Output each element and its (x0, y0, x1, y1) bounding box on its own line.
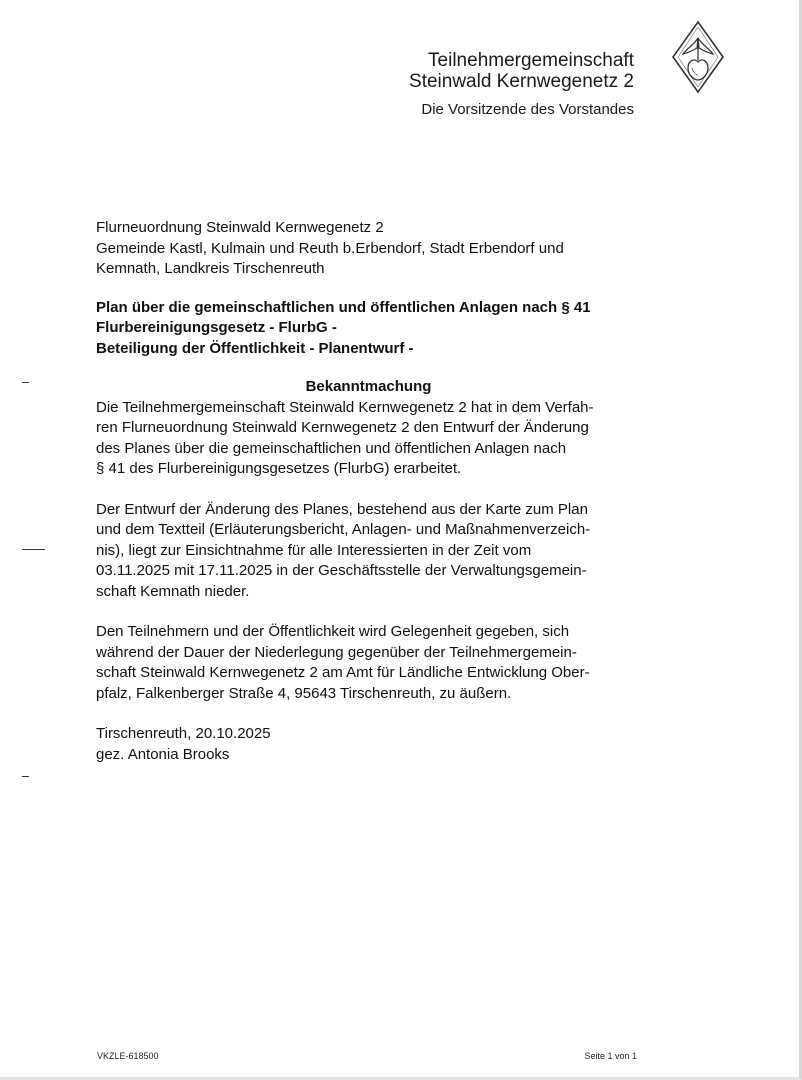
org-name-line2: Steinwald Kernwegenetz 2 (409, 71, 634, 92)
paragraph-line: Den Teilnehmern und der Öffentlichkeit wird Gelegenheit gegeben, sich (96, 623, 570, 640)
paragraph-2 (96, 500, 641, 603)
emblem-icon (671, 20, 725, 94)
paragraph-line: § 41 des Flurbereinigungsgesetzes (FlurbG) erarbeitet. (96, 460, 462, 477)
subject-block (96, 298, 641, 360)
subject-line: Beteiligung der Öffentlichkeit - Planentwurf - (96, 339, 414, 357)
paragraph-3 (96, 622, 641, 704)
fold-mark (22, 382, 29, 383)
subject-line: Plan über die gemeinschaftlichen und öffentlichen Anlagen nach § 41 (96, 298, 591, 316)
paragraph-line: während der Dauer der Niederlegung gegenüber der Teilnehmergemein- (96, 643, 577, 661)
reference-line: Gemeinde Kastl, Kulmain und Reuth b.Erbendorf, Stadt Erbendorf und (96, 239, 564, 257)
page-number: Seite 1 von 1 (584, 1051, 637, 1061)
org-subtitle: Die Vorsitzende des Vorstandes (421, 101, 634, 118)
letterhead (409, 50, 634, 118)
paragraph-line: des Planes über die gemeinschaftlichen und öffentlichen Anlagen nach (96, 439, 567, 457)
document-heading: Bekanntmachung (305, 378, 432, 395)
subject-line: Flurbereinigungsgesetz - FlurbG - (96, 319, 337, 336)
reference-line: Flurneuordnung Steinwald Kernwegenetz 2 (96, 219, 384, 236)
reference-line: Kemnath, Landkreis Tirschenreuth (96, 260, 325, 277)
signature: gez. Antonia Brooks (96, 745, 230, 763)
paragraph-line: schaft Steinwald Kernwegenetz 2 am Amt für Ländliche Entwicklung Ober- (96, 664, 590, 681)
paragraph-line: ren Flurneuordnung Steinwald Kernwegenetz 2 den Entwurf der Änderung (96, 419, 589, 436)
document-id: VKZLE-618500 (97, 1051, 159, 1061)
paragraph-line: Die Teilnehmergemeinschaft Steinwald Kernwegenetz 2 hat in dem Verfah- (96, 398, 594, 416)
letter-body (96, 218, 641, 765)
punch-mark (22, 549, 45, 550)
fold-mark (22, 776, 29, 777)
paragraph-line: Der Entwurf der Änderung des Planes, bestehend aus der Karte zum Plan (96, 500, 588, 518)
paragraph-line: nis), liegt zur Einsichtnahme für alle Interessierten in der Zeit vom (96, 541, 532, 559)
place-date: Tirschenreuth, 20.10.2025 (96, 725, 271, 742)
paragraph-line: schaft Kemnath nieder. (96, 582, 250, 600)
paragraph-line: und dem Textteil (Erläuterungsbericht, Anlagen- und Maßnahmenverzeich- (96, 521, 591, 538)
paragraph-1 (96, 398, 641, 480)
paragraph-line: pfalz, Falkenberger Straße 4, 95643 Tirschenreuth, zu äußern. (96, 684, 512, 702)
org-name-line1: Teilnehmergemeinschaft (428, 50, 634, 71)
procedure-reference (96, 218, 641, 280)
paragraph-line: 03.11.2025 mit 17.11.2025 in der Geschäftsstelle der Verwaltungsgemein- (96, 562, 587, 579)
